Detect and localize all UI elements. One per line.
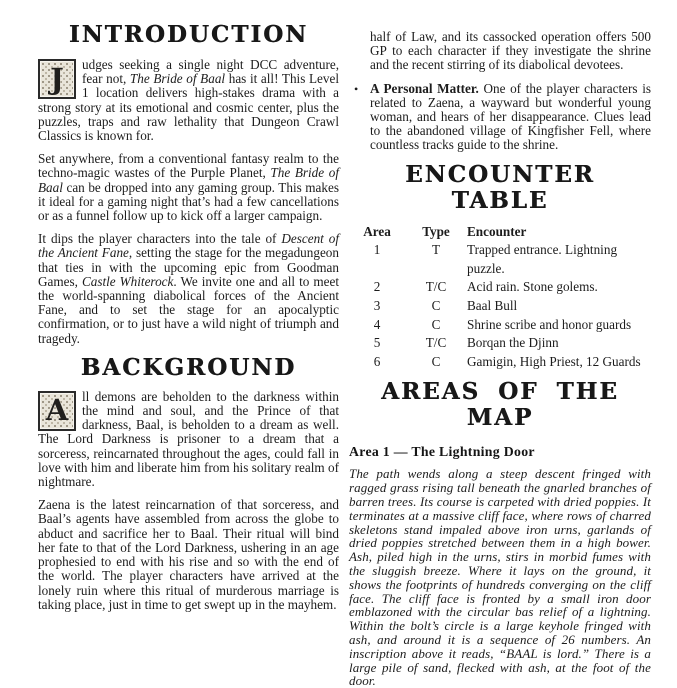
cell-encounter: Gamigin, High Priest, 12 Guards xyxy=(467,353,641,369)
intro-paragraph-1 xyxy=(38,58,339,143)
cell-area: 3 xyxy=(373,298,381,313)
text-segment: can be dropped into any gaming group. This makes it ideal for a gaming night that’s had a few cancellations or as a funnel follow up to kick off a larger campaign. xyxy=(38,179,339,224)
text-segment: udges seeking a single night DCC adventure, fear not, xyxy=(82,57,339,87)
encounter-table xyxy=(349,223,651,372)
area-1-subheading: Area 1 — The Lightning Door xyxy=(349,444,535,460)
text-segment: half of Law, and its cassocked operation offers 500 GP to each character if they investigate the shrine and the recent stirring of its diabolical devotees. xyxy=(370,29,651,73)
cell-area: 1 xyxy=(373,242,381,258)
text-segment: The Bride of Baal xyxy=(129,71,226,87)
table-row xyxy=(349,316,651,335)
cell-type: C xyxy=(431,316,441,332)
text-segment: Set anywhere, from a conventional fantasy realm to the techno-magic wastes of the Purple Planet, xyxy=(38,151,339,181)
dropcap-initial-a: A xyxy=(38,391,76,431)
cell-encounter: Shrine scribe and honor guards xyxy=(467,316,632,332)
cell-area: 6 xyxy=(373,353,381,369)
bullet-paragraph xyxy=(370,82,651,153)
table-row xyxy=(349,353,651,372)
encounter-table-header xyxy=(349,223,651,242)
dropcap-initial-j: J xyxy=(38,59,76,99)
text-segment: The Bride of Baal xyxy=(38,165,339,195)
right-column xyxy=(349,0,651,688)
paragraph-text xyxy=(38,57,339,143)
cell-encounter: Acid rain. Stone golems. xyxy=(467,279,598,295)
cell-area: 2 xyxy=(373,279,381,295)
text-segment: A Personal Matter. xyxy=(370,80,479,96)
text-segment: It dips the player characters into the tale of xyxy=(38,231,282,247)
column-header-encounter: Encounter xyxy=(467,223,527,239)
paragraph-text xyxy=(38,389,339,489)
background-paragraph-2 xyxy=(38,498,339,612)
section-heading-introduction: INTRODUCTION xyxy=(68,21,309,48)
cell-encounter: Trapped entrance. Lightning puzzle. xyxy=(467,242,618,276)
cell-type: T xyxy=(431,242,441,258)
section-heading-areas-of-the-map: AREAS OF THE MAP xyxy=(381,378,619,432)
text-segment: , setting the stage for the megadungeon that ties in with the upcoming epic from Goodman Games, xyxy=(38,245,339,289)
text-segment: ll demons are beholden to the darkness within the mind and soul, and the Prince of that darkness, Baal, is beholden to a dream as well. The Lord Darkness is prisoner to a dream that a sorceress, reincarnated throughout the ages, could fall in love with him and liberate him from his solitary realm of nightmare. xyxy=(38,388,339,490)
continuation-paragraph xyxy=(349,30,651,73)
text-segment: has it all! This Level 1 location delivers high-stakes drama with a strong story at its emotional and cosmic center, plus the puzzles, traps and raw lethality that Dungeon Crawl Classics is known for. xyxy=(38,71,339,144)
table-row xyxy=(349,297,651,316)
cell-type: T/C xyxy=(425,335,447,351)
text-segment: One of the player characters is related to Zaena, a wayward but wonderful young woman, and hears of her disappearance. Clues lead to the abandoned village of Kingfisher Fell, where countless tracks guide to the shrine. xyxy=(370,80,651,153)
cell-type: C xyxy=(431,353,441,369)
intro-paragraph-2 xyxy=(38,152,339,223)
cell-encounter: Baal Bull xyxy=(467,298,518,313)
text-segment: . We invite one and all to meet the world-spanning diabolical forces of the Ancient Fane, and to set the stage for an apocalyptic confirmation, or to just have a wild night of triumph and tragedy. xyxy=(38,273,340,346)
table-row xyxy=(349,278,651,297)
cell-type: C xyxy=(431,298,441,313)
column-header-type: Type xyxy=(422,223,450,239)
cell-encounter: Borqan the Djinn xyxy=(467,335,559,351)
column-header-area: Area xyxy=(363,223,391,239)
intro-paragraph-3 xyxy=(38,232,339,346)
section-heading-encounter-table: ENCOUNTER TABLE xyxy=(405,160,595,214)
area-1-readaloud-text: The path wends along a steep descent fringed with ragged grass rising tall beneath the gnarled branches of barren trees. Its course is carpeted with dried poppies. It terminates at a massive cliff face, where rows of charred skeletons stand impaled above iron urns, garlands of dried poppies stretched between them in a high bower. Ash, piled high in the urns, stirs in morbid fumes with the sluggish breeze. Where it lays on the ground, it shows the footprints of hundreds converging on the cliff face. The cliff face is fronted by a small iron door emblazoned with the circular bas relief of a lightning. Within the bolt’s circle is a large keyhole fringed with ash, and around it is a sequence of 26 numbers. An inscription above it reads, “BAAL is lord.” There is a large pile of sand, flecked with ash, at the foot of the door. xyxy=(349,466,651,688)
cell-area: 5 xyxy=(373,335,381,351)
text-segment: Castle Whiterock xyxy=(81,273,174,289)
text-segment: Descent of the Ancient Fane xyxy=(38,231,339,261)
table-row xyxy=(349,241,651,278)
bullet-icon: • xyxy=(354,81,359,96)
cell-type: T/C xyxy=(425,279,447,295)
section-heading-background: BACKGROUND xyxy=(80,353,297,381)
background-paragraph-1 xyxy=(38,390,339,489)
bullet-list-item xyxy=(349,82,651,153)
left-column xyxy=(38,0,339,621)
cell-area: 4 xyxy=(373,316,381,332)
table-row xyxy=(349,334,651,353)
text-segment: Zaena is the latest reincarnation of that sorceress, and Baal’s agents have assembled from across the globe to abduct and sacrifice her to Baal. Their ritual will bind her fate to that of the Lord Darkness, ushering in an age prophesied to end with his rise and so with the end of the world. The player characters have arrived at the lonely ruin where this ritual of murderous marriage is taking place, just in time to get swept up in the mayhem. xyxy=(38,497,339,612)
